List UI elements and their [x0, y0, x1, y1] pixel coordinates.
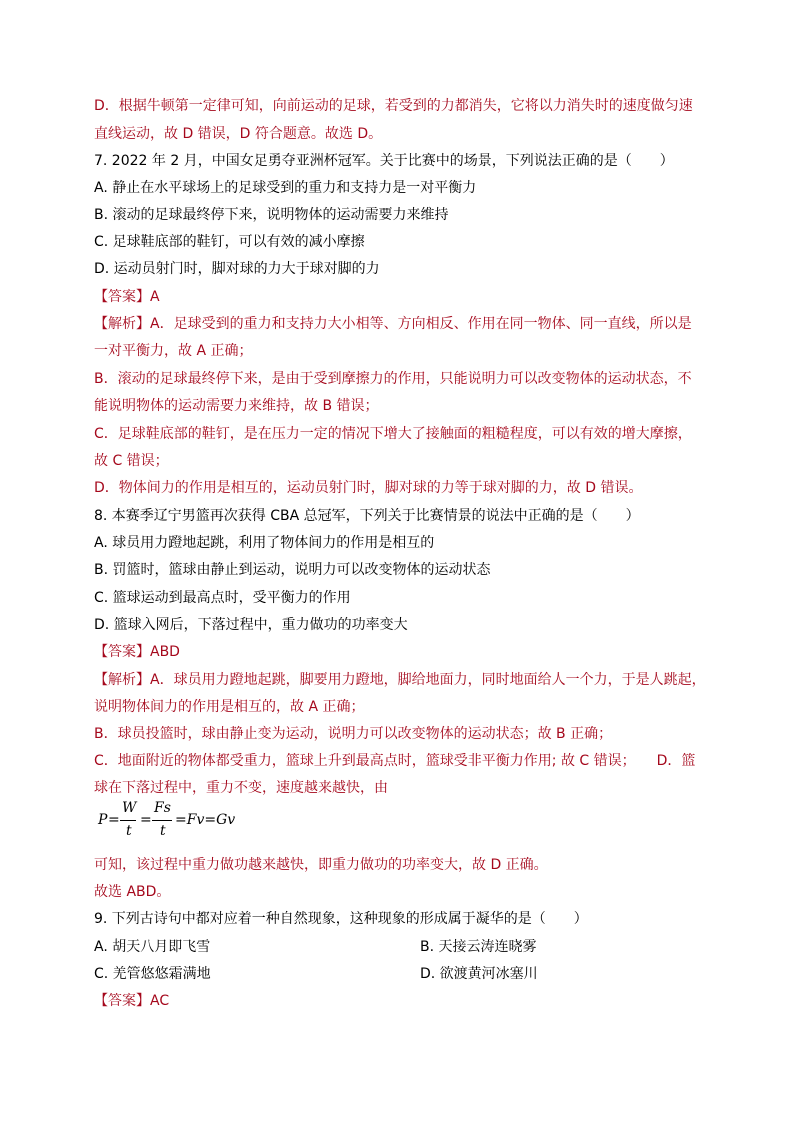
question-9-option-c: C. 羌管悠悠霜满地	[94, 966, 211, 982]
question-9-option-b: B. 天接云涛连晓雾	[420, 939, 537, 955]
fraction-bar	[120, 820, 136, 821]
question-9-option-a: A. 胡天八月即飞雪	[94, 939, 211, 955]
text-line: 可知，该过程中重力做功越来越快，即重力做功的功率变大，故 D 正确。	[94, 857, 548, 873]
formula-p: P	[98, 812, 108, 828]
question-7-analysis: 【解析】A．足球受到的重力和支持力大小相等、方向相反、作用在同一物体、同一直线，所以是	[94, 316, 692, 332]
formula-numerator-w: W	[122, 800, 137, 816]
question-7-option-b: B. 滚动的足球最终停下来，说明物体的运动需要力来维持	[94, 207, 449, 223]
power-formula	[98, 799, 258, 843]
text-line: D．根据牛顿第一定律可知，向前运动的足球，若受到的力都消失，它将以力消失时的速度做匀速	[94, 98, 693, 114]
text-line: 故选 ABD。	[94, 884, 171, 900]
question-8-analysis: 【解析】A．球员用力蹬地起跳，脚要用力蹬地，脚给地面力，同时地面给人一个力，于是人跳起，	[94, 672, 706, 688]
text-line: C．地面附近的物体都受重力，篮球上升到最高点时，篮球受非平衡力作用; 故 C 错误； D．篮	[94, 753, 696, 769]
text-line: 说明物体间力的作用是相互的，故 A 正确；	[94, 699, 365, 715]
text-line: 一对平衡力，故 A 正确；	[94, 343, 253, 359]
formula-denominator-t: t	[126, 823, 132, 839]
text-line: 能说明物体的运动需要力来维持，故 B 错误；	[94, 398, 379, 414]
fraction-bar	[152, 820, 172, 821]
question-8-option-b: B. 罚篮时，篮球由静止到运动，说明力可以改变物体的运动状态	[94, 562, 491, 578]
text-line: C．足球鞋底部的鞋钉，是在压力一定的情况下增大了接触面的粗糙程度，可以有效的增大摩擦，	[94, 426, 692, 442]
question-8-answer: 【答案】ABD	[94, 644, 180, 660]
question-7-option-a: A. 静止在水平球场上的足球受到的重力和支持力是一对平衡力	[94, 180, 477, 196]
text-line: 故 C 错误；	[94, 453, 169, 469]
question-8-option-c: C. 篮球运动到最高点时，受平衡力的作用	[94, 590, 351, 606]
text-line: 直线运动，故 D 错误，D 符合题意。故选 D。	[94, 126, 383, 142]
formula-equals: =	[140, 812, 152, 828]
question-9-option-d: D. 欲渡黄河冰塞川	[420, 966, 538, 982]
text-line: B．球员投篮时，球由静止变为运动，说明力可以改变物体的运动状态；故 B 正确；	[94, 726, 613, 742]
question-9-answer: 【答案】AC	[94, 993, 170, 1009]
formula-equals: =	[108, 812, 120, 828]
formula-result: =Fv=Gv	[175, 812, 236, 828]
formula-denominator-t: t	[160, 823, 166, 839]
question-8-stem: 8. 本赛季辽宁男篮再次获得 CBA 总冠军，下列关于比赛情景的说法中正确的是（ ）	[94, 508, 640, 524]
question-9-stem: 9. 下列古诗句中都对应着一种自然现象，这种现象的形成属于凝华的是（ ）	[94, 911, 588, 927]
formula-numerator-fs: Fs	[154, 800, 171, 816]
question-7-option-d: D. 运动员射门时，脚对球的力大于球对脚的力	[94, 261, 380, 277]
question-8-option-d: D. 篮球入网后，下落过程中，重力做功的功率变大	[94, 617, 408, 633]
text-line: 球在下落过程中，重力不变，速度越来越快，由	[94, 780, 388, 796]
question-7-option-c: C. 足球鞋底部的鞋钉，可以有效的减小摩擦	[94, 234, 365, 250]
text-line: B．滚动的足球最终停下来，是由于受到摩擦力的作用，只能说明力可以改变物体的运动状态，不	[94, 371, 692, 387]
question-8-option-a: A. 球员用力蹬地起跳，利用了物体间力的作用是相互的	[94, 535, 435, 551]
question-7-stem: 7. 2022 年 2 月，中国女足勇夺亚洲杯冠军。关于比赛中的场景，下列说法正确的是（ ）	[94, 153, 674, 169]
text-line: D．物体间力的作用是相互的，运动员射门时，脚对球的力等于球对脚的力，故 D 错误。	[94, 480, 643, 496]
question-7-answer: 【答案】A	[94, 289, 160, 305]
